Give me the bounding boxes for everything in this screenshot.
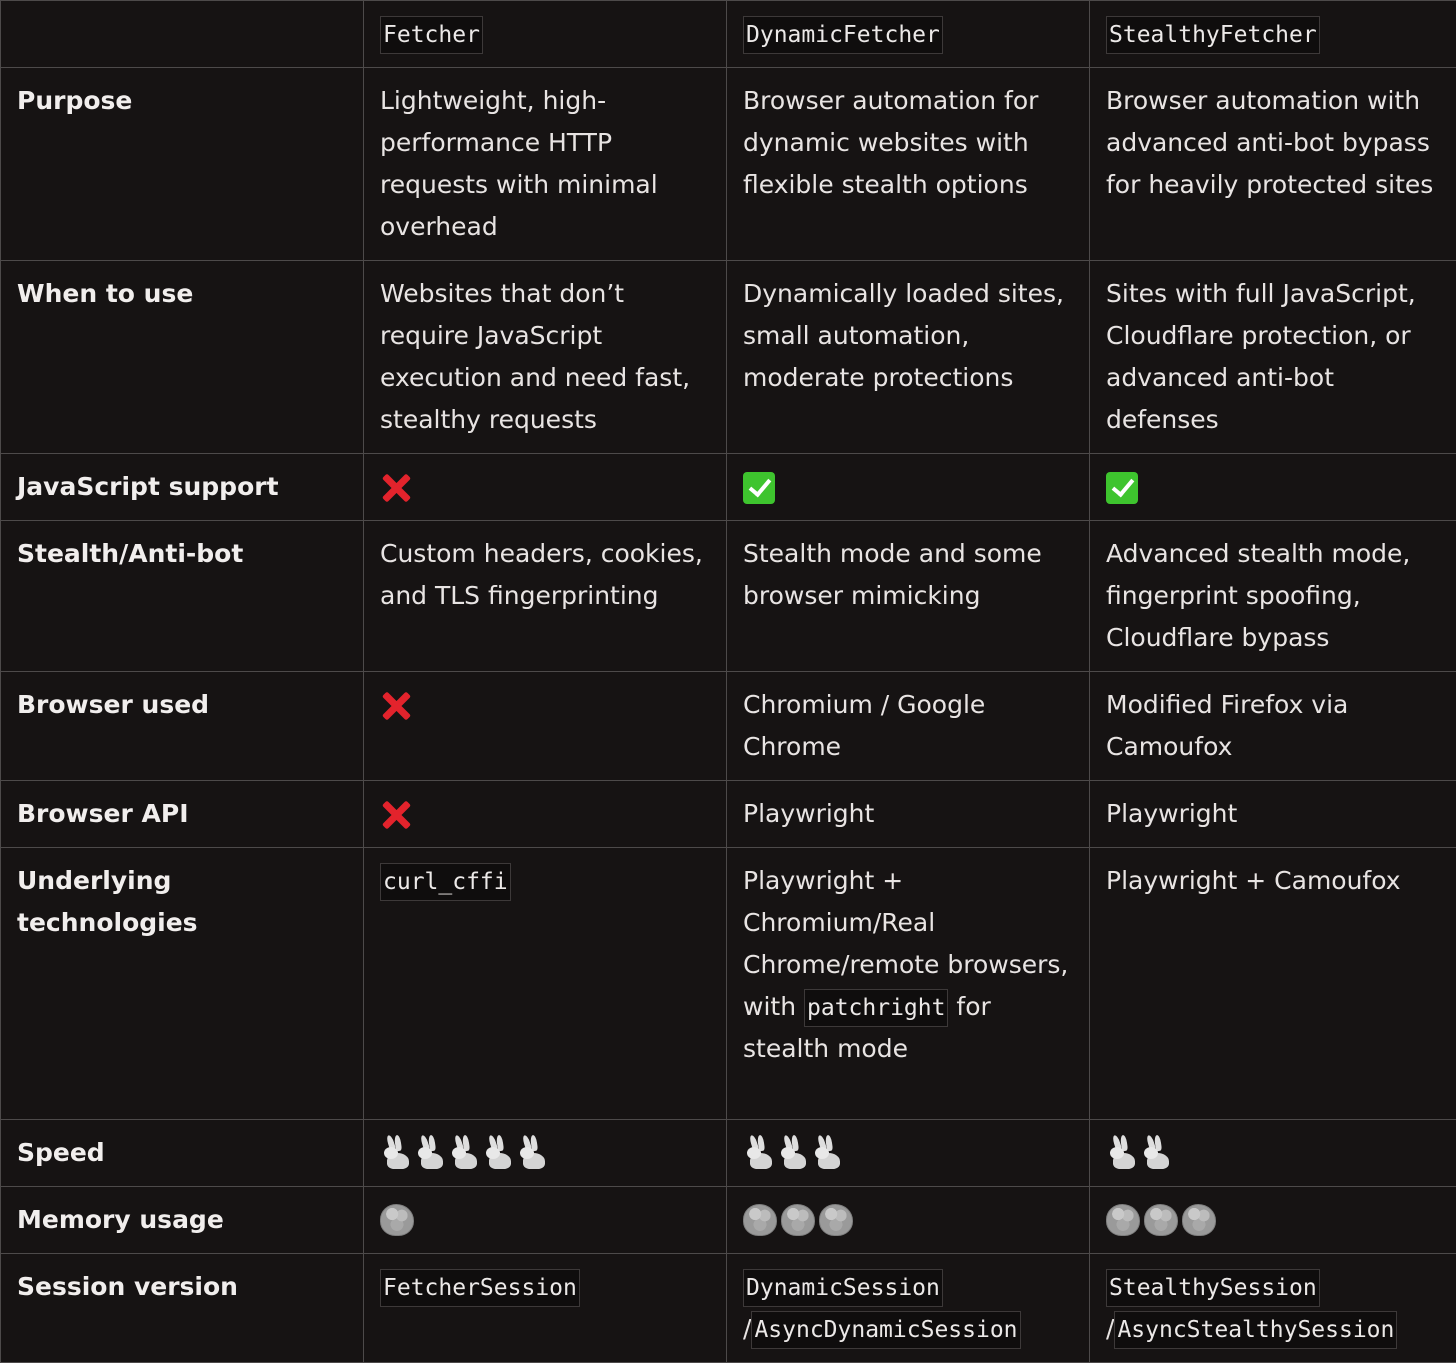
cell-stealth-stealthy: Advanced stealth mode, fingerprint spoofing, Cloudflare bypass (1090, 521, 1456, 672)
header-stealthy-fetcher (1090, 1, 1456, 68)
async-stealthy-session-code: AsyncStealthySession (1114, 1311, 1397, 1349)
rabbit-icon (516, 1135, 546, 1171)
row-session-version (1, 1254, 1456, 1363)
brain-icon (1106, 1204, 1140, 1236)
row-when-to-use (1, 261, 1456, 454)
row-underlying-technologies (1, 848, 1456, 1120)
row-label-underlying-technologies: Underlying technologies (1, 848, 364, 1120)
cell-tech-dynamic (727, 848, 1090, 1120)
cell-api-dynamic: Playwright (727, 781, 1090, 848)
check-mark-icon (743, 472, 775, 504)
cell-memory-dynamic (727, 1187, 1090, 1254)
brain-icon (743, 1204, 777, 1236)
cell-memory-stealthy (1090, 1187, 1456, 1254)
brain-icon (1144, 1204, 1178, 1236)
row-browser-api (1, 781, 1456, 848)
header-row (1, 1, 1456, 68)
speed-rating-fetcher (380, 1132, 710, 1174)
cell-when-fetcher: Websites that don’t require JavaScript execution and need fast, stealthy requests (364, 261, 727, 454)
cell-purpose-stealthy: Browser automation with advanced anti-bot bypass for heavily protected sites (1090, 68, 1456, 261)
cross-mark-icon (380, 472, 412, 504)
cell-tech-fetcher (364, 848, 727, 1120)
cell-speed-fetcher (364, 1120, 727, 1187)
row-memory-usage (1, 1187, 1456, 1254)
stealthy-fetcher-code: StealthyFetcher (1106, 16, 1320, 54)
stealthy-session-code: StealthySession (1106, 1269, 1320, 1307)
patchright-code: patchright (804, 989, 948, 1027)
cell-api-fetcher (364, 781, 727, 848)
speed-rating-stealthy (1106, 1132, 1440, 1174)
row-label-purpose: Purpose (1, 68, 364, 261)
rabbit-icon (811, 1135, 841, 1171)
cell-session-dynamic (727, 1254, 1090, 1363)
rabbit-icon (777, 1135, 807, 1171)
cross-mark-icon (380, 690, 412, 722)
cell-when-stealthy: Sites with full JavaScript, Cloudflare protection, or advanced anti-bot defenses (1090, 261, 1456, 454)
cell-tech-stealthy: Playwright + Camoufox (1090, 848, 1456, 1120)
fetcher-session-code: FetcherSession (380, 1269, 580, 1307)
memory-rating-dynamic (743, 1199, 1073, 1241)
row-speed (1, 1120, 1456, 1187)
cell-speed-stealthy (1090, 1120, 1456, 1187)
memory-rating-stealthy (1106, 1199, 1440, 1241)
cell-api-stealthy: Playwright (1090, 781, 1456, 848)
row-label-memory-usage: Memory usage (1, 1187, 364, 1254)
async-dynamic-session-code: AsyncDynamicSession (751, 1311, 1020, 1349)
header-fetcher (364, 1, 727, 68)
row-label-javascript-support: JavaScript support (1, 454, 364, 521)
rabbit-icon (414, 1135, 444, 1171)
row-label-stealth: Stealth/Anti-bot (1, 521, 364, 672)
tech-dynamic-text-post: for stealth mode (743, 992, 991, 1063)
cell-js-fetcher (364, 454, 727, 521)
rabbit-icon (1140, 1135, 1170, 1171)
row-browser-used (1, 672, 1456, 781)
dynamic-fetcher-code: DynamicFetcher (743, 16, 943, 54)
row-label-when-to-use: When to use (1, 261, 364, 454)
cell-when-dynamic: Dynamically loaded sites, small automation, moderate protections (727, 261, 1090, 454)
cross-mark-icon (380, 799, 412, 831)
fetcher-code: Fetcher (380, 16, 483, 54)
memory-rating-fetcher (380, 1199, 710, 1241)
cell-speed-dynamic (727, 1120, 1090, 1187)
rabbit-icon (482, 1135, 512, 1171)
row-purpose (1, 68, 1456, 261)
cell-purpose-fetcher: Lightweight, high-performance HTTP requests with minimal overhead (364, 68, 727, 261)
cell-session-stealthy (1090, 1254, 1456, 1363)
cell-memory-fetcher (364, 1187, 727, 1254)
cell-purpose-dynamic: Browser automation for dynamic websites with flexible stealth options (727, 68, 1090, 261)
rabbit-icon (1106, 1135, 1136, 1171)
cell-stealth-dynamic: Stealth mode and some browser mimicking (727, 521, 1090, 672)
tech-dynamic-text-pre: Playwright + Chromium/Real Chrome/remote browsers, with (743, 866, 1068, 1021)
rabbit-icon (448, 1135, 478, 1171)
brain-icon (781, 1204, 815, 1236)
session-separator: / (743, 1314, 751, 1343)
cell-browser-fetcher (364, 672, 727, 781)
session-separator: / (1106, 1314, 1114, 1343)
cell-browser-stealthy: Modified Firefox via Camoufox (1090, 672, 1456, 781)
curl-cffi-code: curl_cffi (380, 863, 511, 901)
cell-js-stealthy (1090, 454, 1456, 521)
row-javascript-support (1, 454, 1456, 521)
check-mark-icon (1106, 472, 1138, 504)
brain-icon (380, 1204, 414, 1236)
rabbit-icon (743, 1135, 773, 1171)
header-dynamic-fetcher (727, 1, 1090, 68)
row-label-speed: Speed (1, 1120, 364, 1187)
brain-icon (1182, 1204, 1216, 1236)
cell-session-fetcher (364, 1254, 727, 1363)
row-label-browser-api: Browser API (1, 781, 364, 848)
corner-cell (1, 1, 364, 68)
brain-icon (819, 1204, 853, 1236)
cell-browser-dynamic: Chromium / Google Chrome (727, 672, 1090, 781)
speed-rating-dynamic (743, 1132, 1073, 1174)
cell-js-dynamic (727, 454, 1090, 521)
row-label-browser-used: Browser used (1, 672, 364, 781)
row-label-session-version: Session version (1, 1254, 364, 1363)
cell-stealth-fetcher: Custom headers, cookies, and TLS fingerprinting (364, 521, 727, 672)
rabbit-icon (380, 1135, 410, 1171)
dynamic-session-code: DynamicSession (743, 1269, 943, 1307)
row-stealth-anti-bot (1, 521, 1456, 672)
